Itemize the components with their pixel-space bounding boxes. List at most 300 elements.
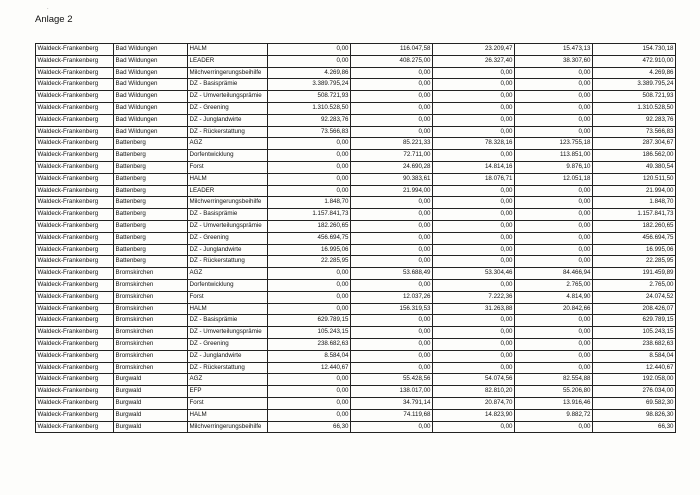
total-cell: 92.283,76 xyxy=(593,114,676,126)
district-cell: Waldeck-Frankenberg xyxy=(36,232,114,244)
amount-3-cell: 0,00 xyxy=(433,209,515,221)
amount-4-cell: 15.473,13 xyxy=(515,44,593,56)
amount-4-cell: 0,00 xyxy=(515,256,593,268)
municipality-cell: Battenberg xyxy=(114,244,188,256)
table-row xyxy=(36,386,676,398)
amount-4-cell: 0,00 xyxy=(515,315,593,327)
amount-1-cell: 8.584,04 xyxy=(268,350,351,362)
measure-cell: AGZ xyxy=(188,268,268,280)
measure-cell: Forst xyxy=(188,397,268,409)
municipality-cell: Bromskirchen xyxy=(114,327,188,339)
district-cell: Waldeck-Frankenberg xyxy=(36,138,114,150)
table-row xyxy=(36,220,676,232)
measure-cell: Dorfentwicklung xyxy=(188,279,268,291)
amount-3-cell: 0,00 xyxy=(433,91,515,103)
amount-1-cell: 0,00 xyxy=(268,44,351,56)
measure-cell: DZ - Umverteilungsprämie xyxy=(188,91,268,103)
amount-3-cell: 14.814,16 xyxy=(433,161,515,173)
total-cell: 98.826,30 xyxy=(593,409,676,421)
amount-3-cell: 31.263,88 xyxy=(433,303,515,315)
total-cell: 69.582,30 xyxy=(593,397,676,409)
district-cell: Waldeck-Frankenberg xyxy=(36,209,114,221)
total-cell: 49.380,54 xyxy=(593,161,676,173)
table-row xyxy=(36,409,676,421)
total-cell: 191.459,89 xyxy=(593,268,676,280)
district-cell: Waldeck-Frankenberg xyxy=(36,421,114,433)
amount-2-cell: 0,00 xyxy=(351,350,433,362)
total-cell: 120.511,50 xyxy=(593,173,676,185)
measure-cell: DZ - Junglandwirte xyxy=(188,350,268,362)
amount-2-cell: 116.047,58 xyxy=(351,44,433,56)
table-row xyxy=(36,350,676,362)
amount-2-cell: 74.119,68 xyxy=(351,409,433,421)
district-cell: Waldeck-Frankenberg xyxy=(36,44,114,56)
amount-4-cell: 4.814,90 xyxy=(515,291,593,303)
total-cell: 287.304,67 xyxy=(593,138,676,150)
amount-3-cell: 20.874,70 xyxy=(433,397,515,409)
amount-3-cell: 0,00 xyxy=(433,256,515,268)
measure-cell: DZ - Umverteilungsprämie xyxy=(188,327,268,339)
amount-2-cell: 0,00 xyxy=(351,220,433,232)
table-row xyxy=(36,126,676,138)
amount-2-cell: 0,00 xyxy=(351,209,433,221)
amount-1-cell: 12.440,67 xyxy=(268,362,351,374)
amount-3-cell: 82.810,20 xyxy=(433,386,515,398)
amount-2-cell: 12.037,26 xyxy=(351,291,433,303)
measure-cell: DZ - Greening xyxy=(188,338,268,350)
amount-1-cell: 0,00 xyxy=(268,173,351,185)
total-cell: 8.584,04 xyxy=(593,350,676,362)
total-cell: 186.562,00 xyxy=(593,150,676,162)
amount-2-cell: 53.688,49 xyxy=(351,268,433,280)
amount-3-cell: 0,00 xyxy=(433,279,515,291)
amount-2-cell: 85.221,33 xyxy=(351,138,433,150)
amount-1-cell: 3.389.795,24 xyxy=(268,79,351,91)
municipality-cell: Bromskirchen xyxy=(114,315,188,327)
amount-3-cell: 26.327,40 xyxy=(433,55,515,67)
amount-1-cell: 105.243,15 xyxy=(268,327,351,339)
table-row xyxy=(36,209,676,221)
municipality-cell: Battenberg xyxy=(114,220,188,232)
amount-4-cell: 9.876,10 xyxy=(515,161,593,173)
amount-4-cell: 0,00 xyxy=(515,421,593,433)
municipality-cell: Bad Wildungen xyxy=(114,67,188,79)
amount-3-cell: 0,00 xyxy=(433,102,515,114)
table-row xyxy=(36,55,676,67)
amount-2-cell: 0,00 xyxy=(351,327,433,339)
amount-4-cell: 0,00 xyxy=(515,220,593,232)
amount-3-cell: 0,00 xyxy=(433,362,515,374)
total-cell: 24.074,52 xyxy=(593,291,676,303)
total-cell: 22.285,95 xyxy=(593,256,676,268)
amount-2-cell: 156.319,53 xyxy=(351,303,433,315)
municipality-cell: Bad Wildungen xyxy=(114,44,188,56)
amount-1-cell: 182.260,65 xyxy=(268,220,351,232)
amount-4-cell: 12.051,18 xyxy=(515,173,593,185)
amount-2-cell: 0,00 xyxy=(351,79,433,91)
measure-cell: HALM xyxy=(188,173,268,185)
district-cell: Waldeck-Frankenberg xyxy=(36,338,114,350)
amount-3-cell: 0,00 xyxy=(433,327,515,339)
amount-3-cell: 0,00 xyxy=(433,114,515,126)
municipality-cell: Bromskirchen xyxy=(114,268,188,280)
measure-cell: HALM xyxy=(188,44,268,56)
amount-2-cell: 0,00 xyxy=(351,126,433,138)
amount-3-cell: 0,00 xyxy=(433,79,515,91)
total-cell: 1.310.528,50 xyxy=(593,102,676,114)
district-cell: Waldeck-Frankenberg xyxy=(36,197,114,209)
measure-cell: DZ - Basisprämie xyxy=(188,315,268,327)
amount-1-cell: 16.995,06 xyxy=(268,244,351,256)
amount-1-cell: 4.269,86 xyxy=(268,67,351,79)
amount-2-cell: 0,00 xyxy=(351,338,433,350)
amount-3-cell: 0,00 xyxy=(433,185,515,197)
measure-cell: Forst xyxy=(188,291,268,303)
amount-2-cell: 0,00 xyxy=(351,232,433,244)
amount-2-cell: 34.791,14 xyxy=(351,397,433,409)
total-cell: 154.730,18 xyxy=(593,44,676,56)
table-row xyxy=(36,91,676,103)
table-row xyxy=(36,114,676,126)
district-cell: Waldeck-Frankenberg xyxy=(36,409,114,421)
amount-1-cell: 238.682,63 xyxy=(268,338,351,350)
municipality-cell: Bad Wildungen xyxy=(114,79,188,91)
measure-cell: DZ - Greening xyxy=(188,102,268,114)
amount-1-cell: 66,30 xyxy=(268,421,351,433)
measure-cell: DZ - Rückerstattung xyxy=(188,256,268,268)
district-cell: Waldeck-Frankenberg xyxy=(36,362,114,374)
amount-1-cell: 73.566,83 xyxy=(268,126,351,138)
table-row xyxy=(36,303,676,315)
district-cell: Waldeck-Frankenberg xyxy=(36,244,114,256)
amount-1-cell: 0,00 xyxy=(268,185,351,197)
measure-cell: LEADER xyxy=(188,185,268,197)
amount-4-cell: 84.466,94 xyxy=(515,268,593,280)
table-row xyxy=(36,279,676,291)
amount-1-cell: 0,00 xyxy=(268,291,351,303)
amount-2-cell: 0,00 xyxy=(351,114,433,126)
amount-4-cell: 0,00 xyxy=(515,91,593,103)
municipality-cell: Burgwald xyxy=(114,386,188,398)
total-cell: 508.721,93 xyxy=(593,91,676,103)
total-cell: 1.848,70 xyxy=(593,197,676,209)
table-row xyxy=(36,315,676,327)
table-row xyxy=(36,244,676,256)
amount-1-cell: 0,00 xyxy=(268,303,351,315)
table-row xyxy=(36,291,676,303)
municipality-cell: Bromskirchen xyxy=(114,291,188,303)
total-cell: 192.058,00 xyxy=(593,374,676,386)
municipality-cell: Burgwald xyxy=(114,409,188,421)
table-row xyxy=(36,268,676,280)
scan-mark: · xyxy=(47,6,49,12)
measure-cell: Forst xyxy=(188,161,268,173)
table-row xyxy=(36,374,676,386)
table-body xyxy=(36,44,676,433)
table-row xyxy=(36,173,676,185)
municipality-cell: Bad Wildungen xyxy=(114,102,188,114)
municipality-cell: Burgwald xyxy=(114,374,188,386)
district-cell: Waldeck-Frankenberg xyxy=(36,150,114,162)
measure-cell: EFP xyxy=(188,386,268,398)
district-cell: Waldeck-Frankenberg xyxy=(36,126,114,138)
amount-2-cell: 72.711,00 xyxy=(351,150,433,162)
amount-4-cell: 82.554,88 xyxy=(515,374,593,386)
amount-4-cell: 0,00 xyxy=(515,209,593,221)
municipality-cell: Bromskirchen xyxy=(114,350,188,362)
table-row xyxy=(36,161,676,173)
district-cell: Waldeck-Frankenberg xyxy=(36,386,114,398)
table-row xyxy=(36,397,676,409)
total-cell: 208.426,07 xyxy=(593,303,676,315)
table-row xyxy=(36,102,676,114)
municipality-cell: Battenberg xyxy=(114,161,188,173)
district-cell: Waldeck-Frankenberg xyxy=(36,350,114,362)
amount-3-cell: 0,00 xyxy=(433,232,515,244)
measure-cell: DZ - Umverteilungsprämie xyxy=(188,220,268,232)
amount-2-cell: 138.017,00 xyxy=(351,386,433,398)
measure-cell: Milchverringerungsbeihilfe xyxy=(188,421,268,433)
amount-4-cell: 20.842,66 xyxy=(515,303,593,315)
total-cell: 3.389.795,24 xyxy=(593,79,676,91)
amount-2-cell: 408.275,00 xyxy=(351,55,433,67)
total-cell: 21.994,00 xyxy=(593,185,676,197)
amount-4-cell: 2.765,00 xyxy=(515,279,593,291)
amount-1-cell: 0,00 xyxy=(268,409,351,421)
measure-cell: DZ - Greening xyxy=(188,232,268,244)
measure-cell: Dorfentwicklung xyxy=(188,150,268,162)
district-cell: Waldeck-Frankenberg xyxy=(36,102,114,114)
amount-4-cell: 0,00 xyxy=(515,126,593,138)
measure-cell: Milchverringerungsbeihilfe xyxy=(188,67,268,79)
table-row xyxy=(36,67,676,79)
amount-4-cell: 0,00 xyxy=(515,67,593,79)
district-cell: Waldeck-Frankenberg xyxy=(36,91,114,103)
amount-4-cell: 38.307,60 xyxy=(515,55,593,67)
amount-2-cell: 0,00 xyxy=(351,315,433,327)
amount-2-cell: 0,00 xyxy=(351,102,433,114)
amount-2-cell: 0,00 xyxy=(351,91,433,103)
municipality-cell: Battenberg xyxy=(114,256,188,268)
district-cell: Waldeck-Frankenberg xyxy=(36,303,114,315)
measure-cell: HALM xyxy=(188,409,268,421)
amount-2-cell: 0,00 xyxy=(351,256,433,268)
amount-1-cell: 0,00 xyxy=(268,150,351,162)
district-cell: Waldeck-Frankenberg xyxy=(36,55,114,67)
measure-cell: Milchverringerungsbeihilfe xyxy=(188,197,268,209)
total-cell: 472.910,00 xyxy=(593,55,676,67)
amount-3-cell: 0,00 xyxy=(433,67,515,79)
total-cell: 238.682,63 xyxy=(593,338,676,350)
district-cell: Waldeck-Frankenberg xyxy=(36,315,114,327)
municipality-cell: Battenberg xyxy=(114,173,188,185)
district-cell: Waldeck-Frankenberg xyxy=(36,79,114,91)
funding-table xyxy=(35,43,676,433)
district-cell: Waldeck-Frankenberg xyxy=(36,397,114,409)
municipality-cell: Battenberg xyxy=(114,232,188,244)
amount-3-cell: 0,00 xyxy=(433,126,515,138)
municipality-cell: Bromskirchen xyxy=(114,303,188,315)
amount-1-cell: 1.310.528,50 xyxy=(268,102,351,114)
municipality-cell: Battenberg xyxy=(114,185,188,197)
amount-1-cell: 0,00 xyxy=(268,386,351,398)
measure-cell: DZ - Junglandwirte xyxy=(188,114,268,126)
table-row xyxy=(36,44,676,56)
amount-3-cell: 0,00 xyxy=(433,350,515,362)
table-row xyxy=(36,256,676,268)
amount-4-cell: 13.916,46 xyxy=(515,397,593,409)
amount-2-cell: 0,00 xyxy=(351,421,433,433)
amount-2-cell: 0,00 xyxy=(351,244,433,256)
amount-2-cell: 55.428,56 xyxy=(351,374,433,386)
measure-cell: DZ - Rückerstattung xyxy=(188,362,268,374)
amount-1-cell: 22.285,95 xyxy=(268,256,351,268)
total-cell: 16.995,06 xyxy=(593,244,676,256)
amount-3-cell: 14.823,90 xyxy=(433,409,515,421)
total-cell: 276.034,00 xyxy=(593,386,676,398)
amount-3-cell: 0,00 xyxy=(433,244,515,256)
municipality-cell: Battenberg xyxy=(114,150,188,162)
table-row xyxy=(36,232,676,244)
amount-1-cell: 0,00 xyxy=(268,161,351,173)
table-row xyxy=(36,338,676,350)
municipality-cell: Battenberg xyxy=(114,197,188,209)
total-cell: 1.157.841,73 xyxy=(593,209,676,221)
amount-1-cell: 0,00 xyxy=(268,374,351,386)
amount-4-cell: 0,00 xyxy=(515,327,593,339)
amount-3-cell: 23.209,47 xyxy=(433,44,515,56)
municipality-cell: Bromskirchen xyxy=(114,338,188,350)
measure-cell: DZ - Junglandwirte xyxy=(188,244,268,256)
amount-4-cell: 0,00 xyxy=(515,350,593,362)
district-cell: Waldeck-Frankenberg xyxy=(36,161,114,173)
amount-4-cell: 0,00 xyxy=(515,197,593,209)
amount-4-cell: 0,00 xyxy=(515,244,593,256)
measure-cell: DZ - Rückerstattung xyxy=(188,126,268,138)
amount-4-cell: 0,00 xyxy=(515,185,593,197)
measure-cell: DZ - Basisprämie xyxy=(188,79,268,91)
amount-3-cell: 78.328,16 xyxy=(433,138,515,150)
municipality-cell: Bad Wildungen xyxy=(114,126,188,138)
amount-3-cell: 54.074,56 xyxy=(433,374,515,386)
municipality-cell: Bad Wildungen xyxy=(114,114,188,126)
amount-4-cell: 0,00 xyxy=(515,232,593,244)
district-cell: Waldeck-Frankenberg xyxy=(36,279,114,291)
measure-cell: HALM xyxy=(188,303,268,315)
amount-2-cell: 0,00 xyxy=(351,197,433,209)
total-cell: 2.765,00 xyxy=(593,279,676,291)
district-cell: Waldeck-Frankenberg xyxy=(36,114,114,126)
amount-1-cell: 1.848,70 xyxy=(268,197,351,209)
table-row xyxy=(36,138,676,150)
amount-1-cell: 1.157.841,73 xyxy=(268,209,351,221)
amount-3-cell: 53.304,46 xyxy=(433,268,515,280)
amount-1-cell: 508.721,93 xyxy=(268,91,351,103)
total-cell: 12.440,67 xyxy=(593,362,676,374)
amount-4-cell: 0,00 xyxy=(515,338,593,350)
amount-3-cell: 7.222,36 xyxy=(433,291,515,303)
table-row xyxy=(36,185,676,197)
amount-4-cell: 9.882,72 xyxy=(515,409,593,421)
district-cell: Waldeck-Frankenberg xyxy=(36,185,114,197)
amount-3-cell: 0,00 xyxy=(433,315,515,327)
municipality-cell: Burgwald xyxy=(114,421,188,433)
amount-1-cell: 0,00 xyxy=(268,268,351,280)
amount-3-cell: 0,00 xyxy=(433,150,515,162)
municipality-cell: Bromskirchen xyxy=(114,362,188,374)
amount-2-cell: 90.383,61 xyxy=(351,173,433,185)
amount-4-cell: 123.755,18 xyxy=(515,138,593,150)
table-row xyxy=(36,79,676,91)
total-cell: 182.260,65 xyxy=(593,220,676,232)
municipality-cell: Battenberg xyxy=(114,138,188,150)
amount-3-cell: 0,00 xyxy=(433,197,515,209)
amount-2-cell: 0,00 xyxy=(351,279,433,291)
table-row xyxy=(36,421,676,433)
amount-1-cell: 629.789,15 xyxy=(268,315,351,327)
amount-3-cell: 18.076,71 xyxy=(433,173,515,185)
measure-cell: LEADER xyxy=(188,55,268,67)
amount-3-cell: 0,00 xyxy=(433,338,515,350)
measure-cell: AGZ xyxy=(188,374,268,386)
amount-2-cell: 21.994,00 xyxy=(351,185,433,197)
amount-4-cell: 0,00 xyxy=(515,102,593,114)
amount-3-cell: 0,00 xyxy=(433,421,515,433)
amount-2-cell: 0,00 xyxy=(351,67,433,79)
district-cell: Waldeck-Frankenberg xyxy=(36,220,114,232)
table-row xyxy=(36,327,676,339)
table-row xyxy=(36,362,676,374)
amount-1-cell: 0,00 xyxy=(268,55,351,67)
total-cell: 66,30 xyxy=(593,421,676,433)
total-cell: 4.269,86 xyxy=(593,67,676,79)
total-cell: 73.566,83 xyxy=(593,126,676,138)
amount-2-cell: 0,00 xyxy=(351,362,433,374)
district-cell: Waldeck-Frankenberg xyxy=(36,327,114,339)
amount-4-cell: 0,00 xyxy=(515,362,593,374)
amount-3-cell: 0,00 xyxy=(433,220,515,232)
table-row xyxy=(36,150,676,162)
municipality-cell: Bromskirchen xyxy=(114,279,188,291)
total-cell: 629.789,15 xyxy=(593,315,676,327)
table-row xyxy=(36,197,676,209)
amount-4-cell: 55.206,80 xyxy=(515,386,593,398)
measure-cell: DZ - Basisprämie xyxy=(188,209,268,221)
amount-1-cell: 0,00 xyxy=(268,397,351,409)
amount-1-cell: 456.694,75 xyxy=(268,232,351,244)
district-cell: Waldeck-Frankenberg xyxy=(36,67,114,79)
municipality-cell: Burgwald xyxy=(114,397,188,409)
measure-cell: AGZ xyxy=(188,138,268,150)
amount-1-cell: 0,00 xyxy=(268,138,351,150)
district-cell: Waldeck-Frankenberg xyxy=(36,256,114,268)
amount-4-cell: 113.851,00 xyxy=(515,150,593,162)
municipality-cell: Bad Wildungen xyxy=(114,91,188,103)
page-title: Anlage 2 xyxy=(35,14,73,25)
district-cell: Waldeck-Frankenberg xyxy=(36,291,114,303)
total-cell: 105.243,15 xyxy=(593,327,676,339)
district-cell: Waldeck-Frankenberg xyxy=(36,374,114,386)
amount-4-cell: 0,00 xyxy=(515,79,593,91)
municipality-cell: Bad Wildungen xyxy=(114,55,188,67)
amount-2-cell: 24.690,28 xyxy=(351,161,433,173)
district-cell: Waldeck-Frankenberg xyxy=(36,173,114,185)
amount-4-cell: 0,00 xyxy=(515,114,593,126)
amount-1-cell: 92.283,76 xyxy=(268,114,351,126)
municipality-cell: Battenberg xyxy=(114,209,188,221)
district-cell: Waldeck-Frankenberg xyxy=(36,268,114,280)
amount-1-cell: 0,00 xyxy=(268,279,351,291)
